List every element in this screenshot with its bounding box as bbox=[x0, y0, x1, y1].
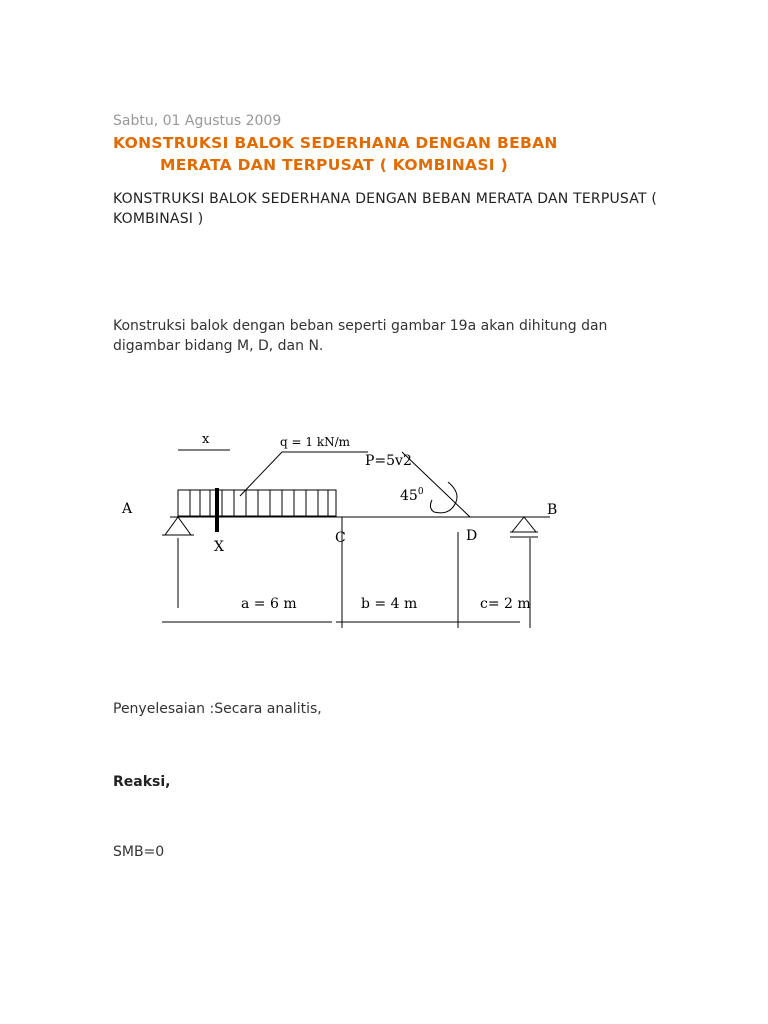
solution-paragraph: Penyelesaian :Secara analitis, bbox=[113, 701, 322, 717]
label-angle: $45^0$ bbox=[400, 487, 424, 504]
post-title-line-1[interactable]: KONSTRUKSI BALOK SEDERHANA DENGAN BEBAN bbox=[113, 134, 558, 152]
beam-diagram bbox=[110, 420, 580, 640]
support-b-roller bbox=[512, 517, 536, 532]
label-p: P=5v2 bbox=[365, 453, 412, 469]
label-b: B bbox=[547, 502, 558, 518]
intro-paragraph: Konstruksi balok dengan beban seperti gambar 19a akan dihitung dan digambar bidang M, D, dan N. bbox=[113, 318, 608, 354]
label-angle-sup: 0 bbox=[417, 487, 424, 497]
load-leader-line bbox=[240, 452, 368, 496]
angle-arc bbox=[430, 482, 457, 513]
post-title[interactable] bbox=[113, 132, 673, 176]
label-x-top: x bbox=[202, 432, 210, 447]
smb-equation: SMB=0 bbox=[113, 844, 165, 860]
support-a-pin bbox=[165, 517, 191, 535]
label-x-section: X bbox=[214, 539, 224, 555]
distributed-load-box bbox=[178, 490, 336, 516]
label-a: A bbox=[122, 501, 133, 517]
dim-c: c= 2 m bbox=[480, 596, 531, 612]
point-load-line bbox=[402, 452, 470, 517]
dim-a: a = 6 m bbox=[241, 596, 297, 612]
beam-diagram-figure bbox=[110, 420, 580, 640]
label-d: D bbox=[466, 528, 478, 544]
post-title-line-2[interactable]: MERATA DAN TERPUSAT ( KOMBINASI ) bbox=[160, 156, 508, 174]
distributed-load-hatching bbox=[190, 490, 328, 516]
label-c: C bbox=[335, 530, 346, 546]
post-date: Sabtu, 01 Agustus 2009 bbox=[113, 113, 282, 129]
reaksi-heading: Reaksi, bbox=[113, 774, 171, 790]
label-q: q = 1 kN/m bbox=[280, 435, 351, 449]
body-heading-text: KONSTRUKSI BALOK SEDERHANA DENGAN BEBAN MERATA DAN TERPUSAT ( KOMBINASI ) bbox=[113, 191, 658, 227]
dim-b: b = 4 m bbox=[361, 596, 418, 612]
